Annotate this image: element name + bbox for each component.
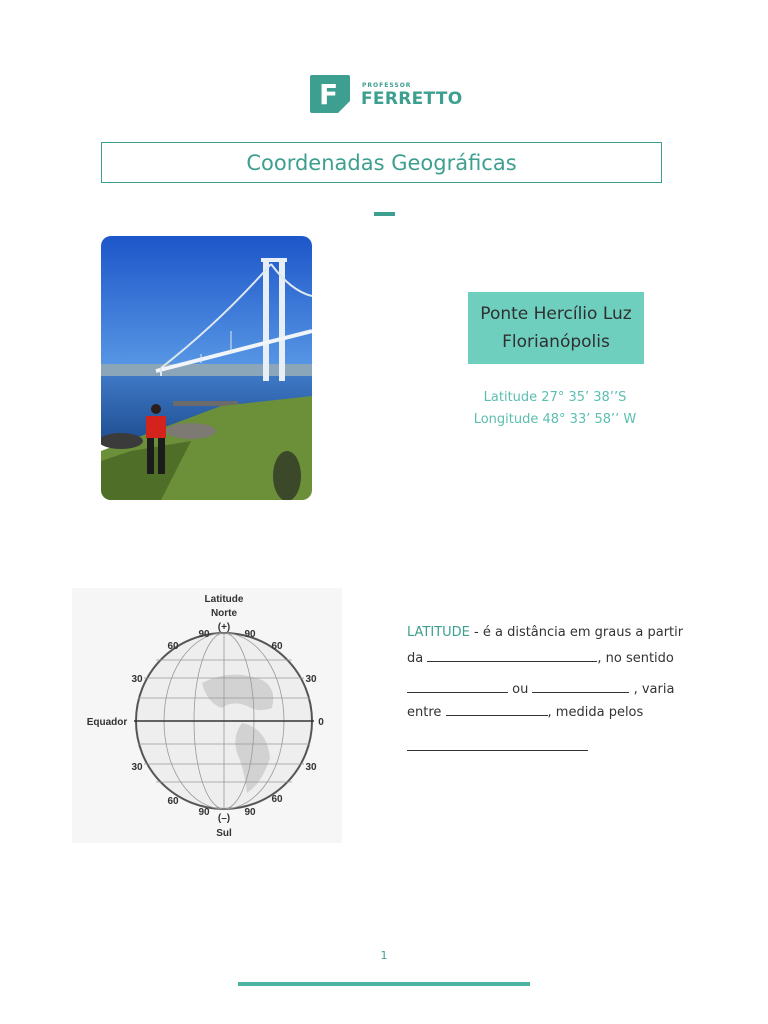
logo-mark-icon: [310, 75, 350, 113]
blank-2[interactable]: [407, 680, 508, 693]
blank-4[interactable]: [446, 703, 548, 716]
brand-logo: [310, 75, 470, 115]
tick-s30-left: 30: [131, 762, 143, 773]
tick-n30-right: 30: [305, 674, 317, 685]
tick-s90-right: 90: [244, 807, 256, 818]
logo-letter: F: [319, 78, 339, 111]
latitude-term: LATITUDE: [407, 625, 470, 640]
tick-s90-left: 90: [198, 807, 210, 818]
blank-5[interactable]: [407, 738, 588, 751]
definition-text-4a: entre: [407, 705, 442, 720]
definition-line-1: [407, 625, 683, 640]
globe-north-sign: (+): [217, 622, 231, 633]
definition-line-5: [407, 738, 588, 755]
definition-text-4b: , medida pelos: [547, 705, 644, 720]
latitude-globe-diagram: [72, 588, 342, 843]
footer-line: [238, 982, 530, 986]
page-title: Coordenadas Geográficas: [101, 142, 662, 183]
globe-top-label: Latitude: [204, 594, 244, 605]
definition-line-3: [407, 680, 674, 697]
coordinates: [440, 387, 670, 431]
definition-line-4: [407, 703, 643, 720]
title-divider: [374, 212, 395, 216]
tick-n60-left: 60: [167, 641, 179, 652]
tick-s60-left: 60: [167, 796, 179, 807]
globe-south: Sul: [216, 828, 232, 839]
logo-subtitle: PROFESSOR: [362, 82, 412, 89]
globe-south-sign: (–): [217, 813, 231, 824]
place-name-box: [468, 292, 644, 364]
definition-text-2b: , no sentido: [597, 651, 674, 666]
tick-s30-right: 30: [305, 762, 317, 773]
tick-s60-right: 60: [271, 794, 283, 805]
blank-1[interactable]: [427, 649, 597, 662]
definition-line-2: [407, 649, 674, 666]
blank-3[interactable]: [532, 680, 629, 693]
definition-text-3b: , varia: [629, 682, 675, 697]
bridge-photo: [101, 236, 312, 500]
place-line-1: Ponte Hercílio Luz: [480, 304, 632, 324]
tick-n90-left: 90: [198, 629, 210, 640]
definition-text-1: - é a distância em graus a partir: [469, 625, 684, 640]
globe-north: Norte: [210, 608, 238, 619]
logo-title: FERRETTO: [361, 89, 463, 109]
definition-text-2a: da: [407, 651, 424, 666]
tick-n90-right: 90: [244, 629, 256, 640]
globe-equator-label: Equador: [86, 717, 128, 728]
tick-zero: 0: [318, 717, 324, 728]
page-number: 1: [380, 949, 388, 962]
longitude-text: Longitude 48° 33’ 58’’ W: [473, 412, 637, 427]
definition-text-ou: ou: [508, 682, 533, 697]
tick-n60-right: 60: [271, 641, 283, 652]
place-line-2: Florianópolis: [502, 332, 610, 352]
tick-n30-left: 30: [131, 674, 143, 685]
latitude-text: Latitude 27° 35’ 38’’S: [483, 390, 627, 405]
